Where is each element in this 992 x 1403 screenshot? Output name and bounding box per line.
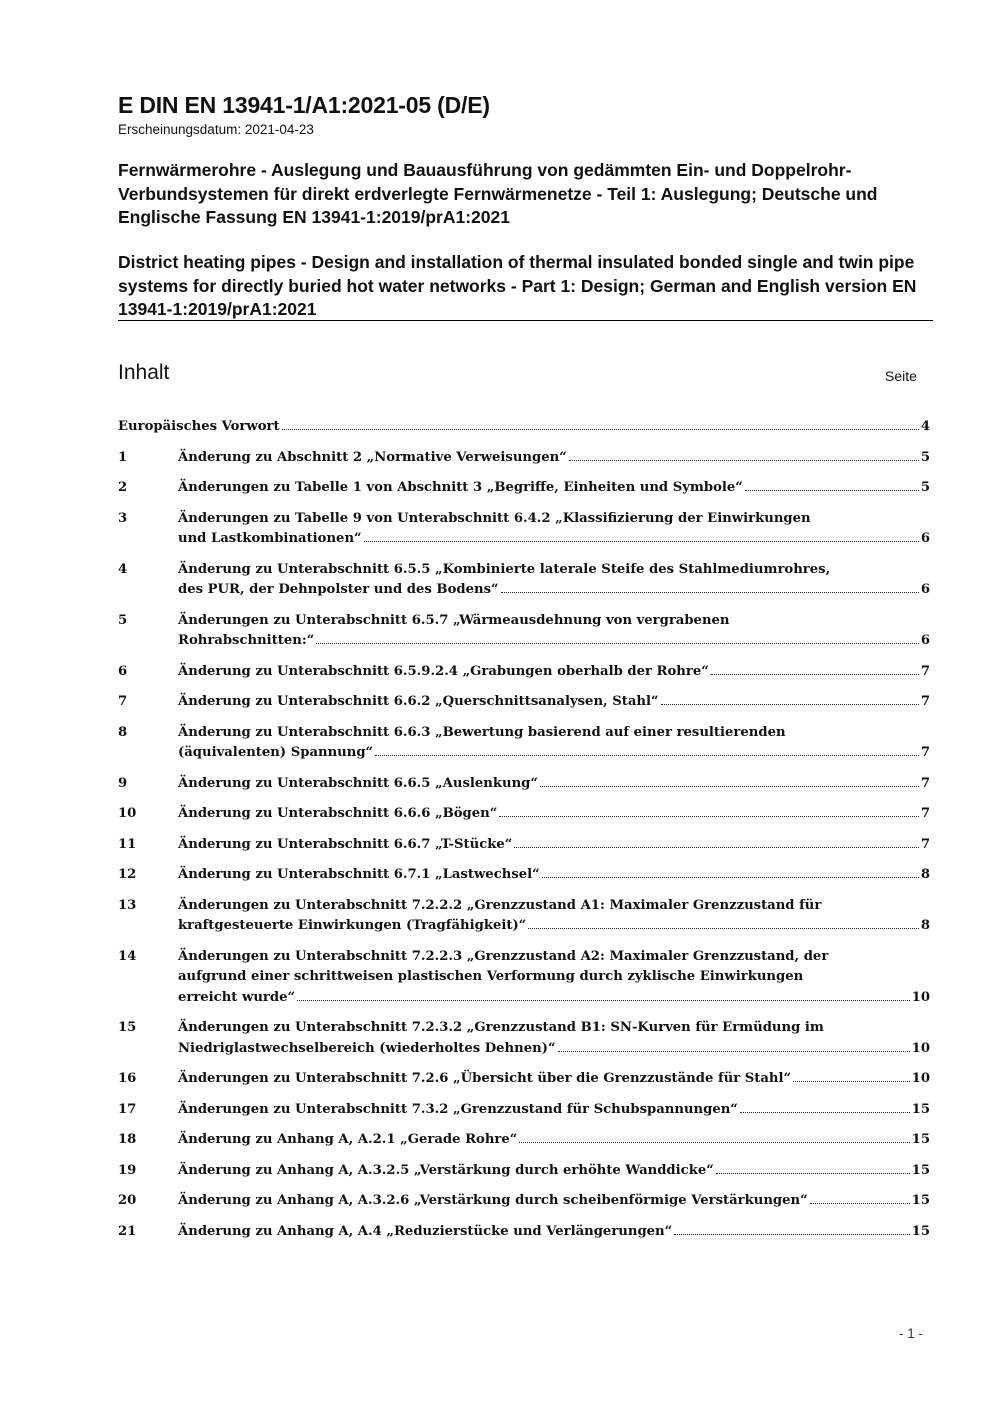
toc-entry-title-line: Änderungen zu Unterabschnitt 7.2.6 „Übersicht über die Grenzzustände für Stahl“ bbox=[178, 1071, 792, 1086]
toc-page-column-label: Seite bbox=[885, 368, 917, 384]
toc-entry-number: 12 bbox=[118, 867, 137, 882]
toc-entry-title-line: Niedriglastwechselbereich (wiederholtes Dehnen)“ bbox=[178, 1040, 556, 1056]
toc-entry-page: 5 bbox=[920, 480, 930, 495]
toc-dot-leader bbox=[716, 1173, 910, 1174]
toc-entry[interactable] bbox=[118, 774, 930, 795]
toc-entry-title-line: Änderungen zu Unterabschnitt 7.2.3.2 „Grenzzustand B1: SN-Kurven für Ermüdung im bbox=[178, 1020, 824, 1035]
toc-entry[interactable] bbox=[118, 478, 930, 499]
toc-entry-page: 6 bbox=[920, 531, 930, 546]
toc-entry-page: 10 bbox=[911, 1071, 930, 1086]
toc-entry-page: 15 bbox=[911, 1223, 930, 1239]
toc-entry-number: 16 bbox=[118, 1071, 137, 1086]
toc-entry-page: 7 bbox=[920, 745, 930, 760]
toc-entry-number: 4 bbox=[118, 561, 128, 577]
toc-entry-page: 8 bbox=[920, 918, 930, 933]
toc-dot-leader bbox=[745, 490, 919, 491]
toc-dot-leader bbox=[793, 1081, 910, 1082]
toc-dot-leader bbox=[501, 592, 919, 593]
toc-entry-number: 15 bbox=[118, 1020, 137, 1035]
toc-entry-title-line: erreicht wurde“ bbox=[178, 989, 296, 1005]
toc-entry-title-line: Änderungen zu Unterabschnitt 7.2.2.2 „Grenzzustand A1: Maximaler Grenzzustand für bbox=[178, 897, 822, 913]
toc-entry[interactable] bbox=[118, 804, 930, 825]
toc-dot-leader bbox=[316, 643, 919, 644]
toc-entry[interactable] bbox=[118, 1100, 930, 1121]
toc-entry-title-line: Änderungen zu Tabelle 1 von Abschnitt 3 „Begriffe, Einheiten und Symbole“ bbox=[178, 480, 743, 495]
toc-entry-title-line: Änderung zu Anhang A, A.3.2.5 „Verstärkung durch erhöhte Wanddicke“ bbox=[178, 1162, 714, 1178]
toc-entry[interactable] bbox=[118, 865, 930, 886]
toc-entry-number: 8 bbox=[118, 724, 128, 740]
title-english: District heating pipes - Design and installation of thermal insulated bonded single and twin pipe systems for directly buried hot water networks - Part 1: Design; German and English version EN 13941-1:2019/prA1:2021 bbox=[118, 252, 917, 319]
toc-entry-title-line: Änderungen zu Tabelle 9 von Unterabschnitt 6.4.2 „Klassifizierung der Einwirkungen bbox=[178, 510, 811, 526]
toc-entry[interactable] bbox=[118, 835, 930, 856]
toc-dot-leader bbox=[519, 1142, 909, 1143]
toc-entry[interactable] bbox=[118, 947, 930, 1009]
toc-entry-page: 7 bbox=[920, 806, 930, 821]
toc-entry-title-line: (äquivalenten) Spannung“ bbox=[178, 745, 374, 760]
toc-entry-page: 10 bbox=[911, 989, 930, 1005]
toc-entry[interactable] bbox=[118, 1222, 930, 1243]
toc-dot-leader bbox=[810, 1203, 910, 1204]
document-id: E DIN EN 13941-1/A1:2021-05 (D/E) bbox=[118, 92, 490, 118]
toc-entry-page: 7 bbox=[920, 694, 930, 709]
toc-dot-leader bbox=[528, 928, 919, 929]
toc-dot-leader bbox=[569, 460, 919, 461]
toc-entry-title-line: Europäisches Vorwort bbox=[118, 419, 280, 434]
toc-entry-title-line: Änderung zu Unterabschnitt 6.5.9.2.4 „Grabungen oberhalb der Rohre“ bbox=[178, 663, 709, 679]
toc-entry-page: 7 bbox=[920, 836, 930, 852]
toc-entry[interactable] bbox=[118, 1191, 930, 1212]
toc-entry-title-line: aufgrund einer schrittweisen plastischen Verformung durch zyklische Einwirkungen bbox=[178, 969, 804, 984]
toc-entry[interactable] bbox=[118, 611, 930, 652]
toc-entry-title-line: Änderung zu Unterabschnitt 6.6.6 „Bögen“ bbox=[178, 806, 498, 821]
table-of-contents bbox=[118, 417, 930, 1252]
toc-dot-leader bbox=[542, 877, 919, 878]
toc-entry-number: 17 bbox=[118, 1101, 137, 1117]
toc-entry-title-line: des PUR, der Dehnpolster und des Bodens“ bbox=[178, 582, 499, 597]
toc-entry-title-line: Änderungen zu Unterabschnitt 7.2.2.3 „Grenzzustand A2: Maximaler Grenzzustand, der bbox=[178, 948, 829, 964]
toc-entry-title-line: Änderung zu Unterabschnitt 6.6.5 „Auslenkung“ bbox=[178, 775, 538, 791]
toc-entry-title-line: Rohrabschnitten:“ bbox=[178, 633, 315, 648]
toc-entry-page: 15 bbox=[911, 1162, 930, 1178]
toc-entry-number: 19 bbox=[118, 1162, 137, 1178]
title-german: Fernwärmerohre - Auslegung und Bauausführung von gedämmten Ein- und Doppelrohr-Verbundsystemen für direkt erdverlegte Fernwärmenetze - Teil 1: Auslegung; Deutsche und Englische Fassung EN 13941-1:2019/prA1:2021 bbox=[118, 160, 878, 227]
toc-dot-leader bbox=[674, 1234, 909, 1235]
toc-entry-number: 3 bbox=[118, 510, 128, 526]
toc-dot-leader bbox=[499, 816, 918, 817]
toc-entry-title-line: Änderung zu Unterabschnitt 6.6.3 „Bewertung basierend auf einer resultierenden bbox=[178, 724, 786, 740]
toc-entry-number: 21 bbox=[118, 1223, 137, 1239]
toc-entry[interactable] bbox=[118, 417, 930, 438]
toc-entry-title-line: kraftgesteuerte Einwirkungen (Tragfähigkeit)“ bbox=[178, 918, 527, 933]
toc-entry-title-line: Änderung zu Abschnitt 2 „Normative Verweisungen“ bbox=[178, 449, 567, 465]
toc-entry-page: 15 bbox=[911, 1193, 930, 1208]
toc-dot-leader bbox=[297, 1000, 910, 1001]
toc-dot-leader bbox=[540, 786, 919, 787]
toc-entry[interactable] bbox=[118, 448, 930, 469]
toc-entry[interactable] bbox=[118, 692, 930, 713]
toc-entry-number: 14 bbox=[118, 948, 137, 964]
toc-dot-leader bbox=[375, 755, 919, 756]
toc-entry[interactable] bbox=[118, 1161, 930, 1182]
toc-entry-title-line: Änderung zu Unterabschnitt 6.6.7 „T-Stücke“ bbox=[178, 836, 513, 852]
toc-entry-page: 6 bbox=[920, 633, 930, 648]
toc-entry[interactable] bbox=[118, 1018, 930, 1059]
toc-dot-leader bbox=[711, 674, 919, 675]
toc-entry-page: 4 bbox=[920, 419, 930, 434]
toc-entry-page: 8 bbox=[920, 867, 930, 882]
toc-entry-page: 5 bbox=[920, 449, 930, 465]
toc-entry-number: 10 bbox=[118, 806, 137, 821]
footer-page-number: - 1 - bbox=[899, 1326, 924, 1341]
toc-entry-title-line: Änderung zu Anhang A, A.4 „Reduzierstücke und Verlängerungen“ bbox=[178, 1223, 673, 1239]
toc-entry[interactable] bbox=[118, 1069, 930, 1090]
toc-entry-number: 13 bbox=[118, 897, 137, 913]
toc-dot-leader bbox=[740, 1112, 910, 1113]
toc-entry[interactable] bbox=[118, 723, 930, 764]
toc-dot-leader bbox=[558, 1051, 910, 1052]
toc-entry-page: 7 bbox=[920, 775, 930, 791]
toc-dot-leader bbox=[661, 704, 919, 705]
toc-entry-title-line: Änderung zu Unterabschnitt 6.6.2 „Querschnittsanalysen, Stahl“ bbox=[178, 694, 659, 709]
toc-entry-page: 15 bbox=[911, 1101, 930, 1117]
toc-entry-number: 6 bbox=[118, 663, 128, 679]
toc-entry-number: 9 bbox=[118, 775, 128, 791]
toc-entry-page: 7 bbox=[920, 663, 930, 679]
toc-entry-title-line: Änderung zu Anhang A, A.2.1 „Gerade Rohre“ bbox=[178, 1132, 518, 1147]
toc-entry-title-line: Änderungen zu Unterabschnitt 6.5.7 „Wärmeausdehnung von vergrabenen bbox=[178, 612, 730, 628]
title-divider bbox=[118, 320, 933, 321]
toc-heading: Inhalt bbox=[118, 361, 170, 384]
toc-entry[interactable] bbox=[118, 896, 930, 937]
toc-entry[interactable] bbox=[118, 509, 930, 550]
toc-entry-title-line: Änderung zu Unterabschnitt 6.7.1 „Lastwechsel“ bbox=[178, 867, 540, 882]
toc-entry-title-line: und Lastkombinationen“ bbox=[178, 531, 362, 546]
toc-entry-title-line: Änderung zu Anhang A, A.3.2.6 „Verstärkung durch scheibenförmige Verstärkungen“ bbox=[178, 1193, 808, 1208]
toc-entry-number: 1 bbox=[118, 449, 128, 465]
toc-entry-number: 2 bbox=[118, 480, 128, 495]
toc-entry-number: 20 bbox=[118, 1193, 137, 1208]
toc-entry-page: 15 bbox=[911, 1132, 930, 1147]
toc-entry[interactable] bbox=[118, 662, 930, 683]
toc-entry-number: 18 bbox=[118, 1132, 137, 1147]
toc-entry-number: 5 bbox=[118, 612, 128, 628]
toc-dot-leader bbox=[514, 847, 918, 848]
toc-dot-leader bbox=[364, 541, 919, 542]
toc-entry-title-line: Änderungen zu Unterabschnitt 7.3.2 „Grenzzustand für Schubspannungen“ bbox=[178, 1101, 738, 1117]
toc-dot-leader bbox=[282, 429, 919, 430]
publication-date: Erscheinungsdatum: 2021-04-23 bbox=[118, 122, 314, 137]
toc-entry[interactable] bbox=[118, 1130, 930, 1151]
toc-entry[interactable] bbox=[118, 560, 930, 601]
toc-entry-number: 11 bbox=[118, 836, 137, 852]
toc-entry-page: 10 bbox=[911, 1040, 930, 1056]
toc-entry-page: 6 bbox=[920, 582, 930, 597]
toc-entry-number: 7 bbox=[118, 694, 128, 709]
toc-entry-title-line: Änderung zu Unterabschnitt 6.5.5 „Kombinierte laterale Steife des Stahlmediumrohres, bbox=[178, 561, 831, 577]
